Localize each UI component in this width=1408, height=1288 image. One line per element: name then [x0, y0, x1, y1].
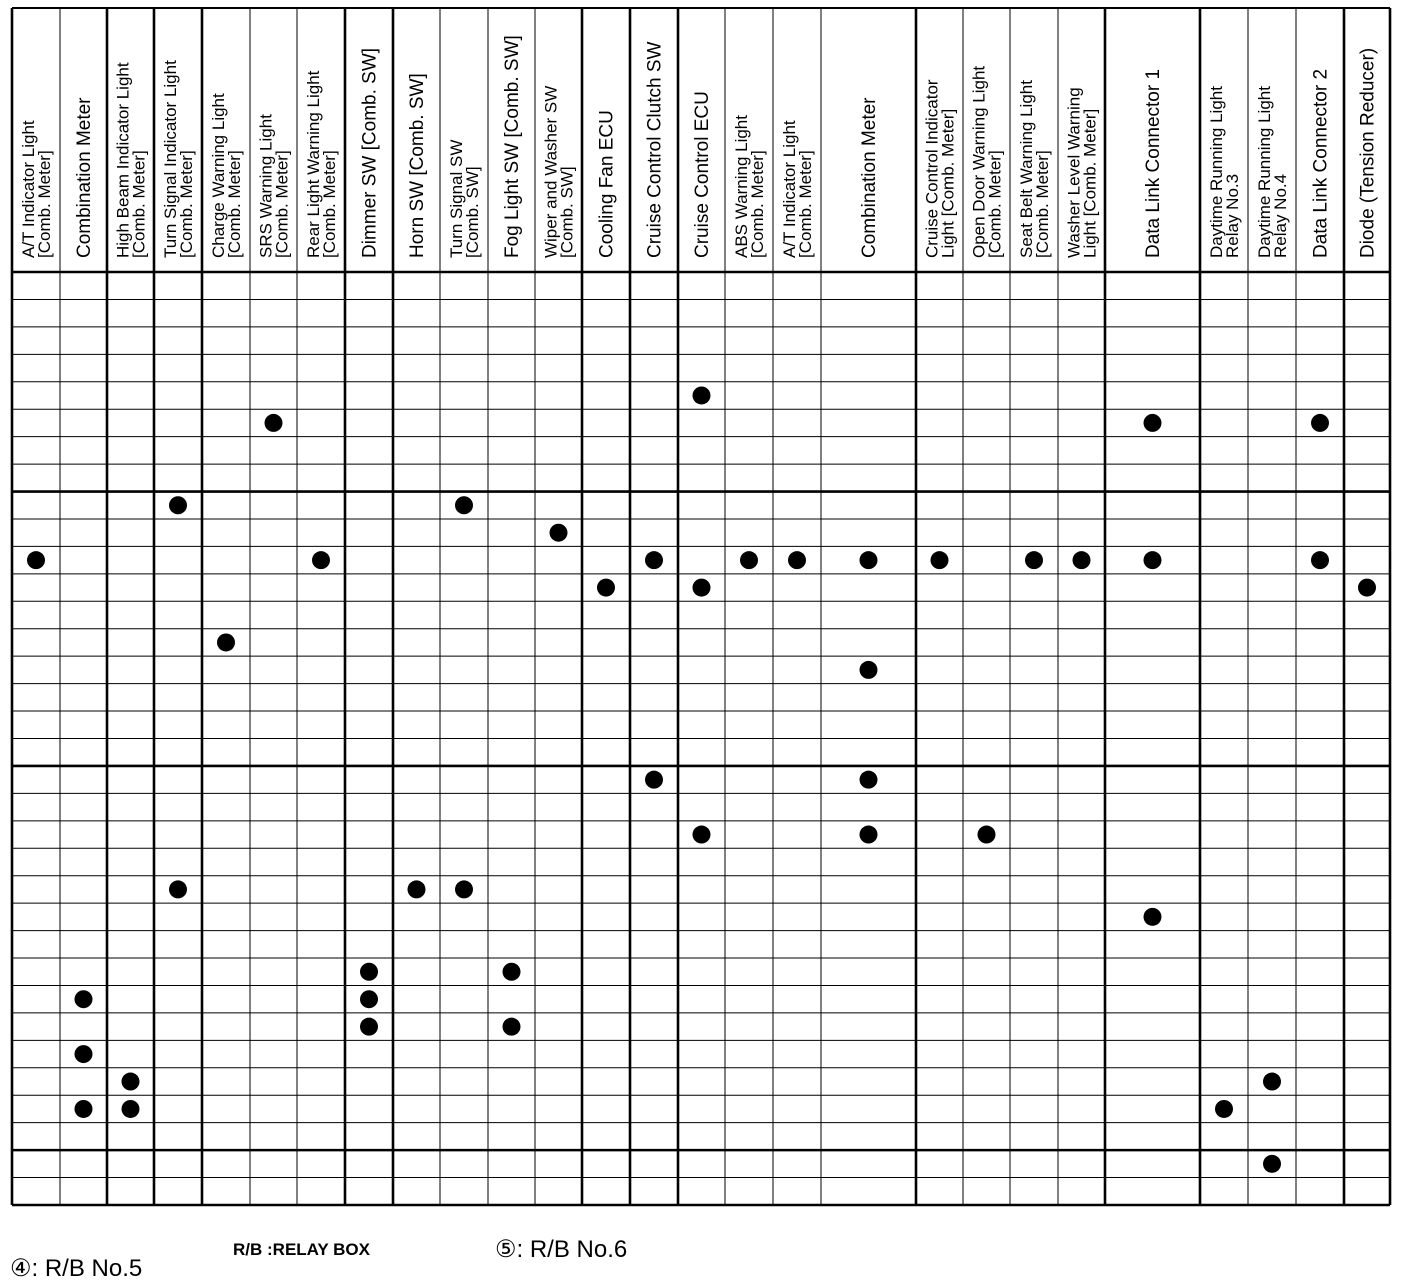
connection-dot-row27-col11	[503, 1018, 521, 1036]
connection-dot-row23-col23	[1144, 908, 1162, 926]
connection-dot-row10-col23	[1144, 551, 1162, 569]
column-header-c14-line-1: Cruise Control Clutch SW	[644, 41, 666, 258]
column-header-c20-line-1: Open Door Warning Light	[969, 65, 989, 258]
column-header-c4-line-1: Turn Signal Indicator Light	[160, 60, 180, 258]
connection-dot-row4-col15	[693, 386, 711, 404]
legend-rb-no5: ④: R/B No.5	[10, 1255, 143, 1282]
connection-dot-row20-col18	[860, 826, 878, 844]
column-header-c22-line-2: Light [Comb. Meter]	[1080, 108, 1100, 258]
connection-dot-row10-col21	[1025, 551, 1043, 569]
connection-dot-row20-col20	[978, 826, 996, 844]
connection-dot-row11-col15	[693, 579, 711, 597]
connection-dot-row9-col12	[550, 524, 568, 542]
column-header-c25-line-2: Relay No.4	[1270, 173, 1290, 258]
connection-dot-row18-col14	[645, 771, 663, 789]
column-header-c5-line-1: Charge Warning Light	[208, 93, 228, 258]
connection-dot-row18-col18	[860, 771, 878, 789]
column-header-c3-line-2: [Comb. Meter]	[129, 150, 149, 258]
column-header-c1-line-2: [Comb. Meter]	[34, 150, 54, 258]
connection-dot-row27-col8	[360, 1018, 378, 1036]
connection-dot-row30-col2	[75, 1100, 93, 1118]
column-header-c9-line-1: Horn SW [Comb. SW]	[407, 73, 429, 258]
connection-dot-row22-col10	[455, 880, 473, 898]
column-header-c23-line-1: Data Link Connector 1	[1143, 68, 1165, 258]
connection-dot-row5-col23	[1144, 414, 1162, 432]
column-header-c21-line-2: [Comb. Meter]	[1032, 150, 1052, 258]
column-header-c24-line-1: Daytime Running Light	[1206, 86, 1226, 258]
connection-dot-row30-col3	[122, 1100, 140, 1118]
column-header-c24-line-2: Relay No.3	[1222, 173, 1242, 258]
connection-dot-row20-col15	[693, 826, 711, 844]
connection-dots	[27, 386, 1376, 1172]
column-header-c18-line-1: Combination Meter	[859, 97, 881, 258]
column-header-c21-line-1: Seat Belt Warning Light	[1016, 80, 1036, 258]
column-header-c4-line-2: [Comb. Meter]	[176, 150, 196, 258]
column-header-c11-line-1: Fog Light SW [Comb. SW]	[502, 35, 524, 258]
column-header-c22-line-1: Washer Level Warning	[1064, 87, 1084, 258]
column-header-c16-line-2: [Comb. Meter]	[747, 150, 767, 258]
column-header-c10-line-2: [Comb. SW]	[462, 166, 482, 258]
column-header-c25-line-1: Daytime Running Light	[1254, 86, 1274, 258]
connection-dot-row32-col25	[1263, 1155, 1281, 1173]
connection-dot-row10-col7	[312, 551, 330, 569]
column-header-c17-line-2: [Comb. Meter]	[795, 150, 815, 258]
column-header-c12-line-2: [Comb. SW]	[557, 166, 577, 258]
connection-dot-row29-col25	[1263, 1073, 1281, 1091]
connection-dot-row25-col11	[503, 963, 521, 981]
connection-dot-row11-col27	[1358, 579, 1376, 597]
connection-dot-row11-col13	[597, 579, 615, 597]
connection-dot-row10-col16	[740, 551, 758, 569]
column-header-c20-line-2: [Comb. Meter]	[985, 150, 1005, 258]
connection-dot-row22-col4	[169, 880, 187, 898]
connection-dot-row25-col8	[360, 963, 378, 981]
connection-dot-row13-col5	[217, 633, 235, 651]
column-header-c27-line-1: Diode (Tension Reducer)	[1357, 47, 1379, 258]
column-header-c12-line-1: Wiper and Washer SW	[541, 85, 561, 258]
connection-dot-row30-col24	[1215, 1100, 1233, 1118]
connection-dot-row28-col2	[75, 1045, 93, 1063]
column-headers	[19, 35, 1379, 258]
connection-dot-row8-col4	[169, 496, 187, 514]
column-header-c13-line-1: Cooling Fan ECU	[596, 110, 618, 258]
connection-dot-row10-col14	[645, 551, 663, 569]
column-header-c8-line-1: Dimmer SW [Comb. SW]	[359, 47, 381, 258]
connection-dot-row14-col18	[860, 661, 878, 679]
connection-dot-row29-col3	[122, 1073, 140, 1091]
column-header-c5-line-2: [Comb. Meter]	[224, 150, 244, 258]
connection-dot-row22-col9	[408, 880, 426, 898]
column-header-c16-line-1: ABS Warning Light	[731, 115, 751, 258]
column-header-c6-line-2: [Comb. Meter]	[272, 150, 292, 258]
connection-dot-row8-col10	[455, 496, 473, 514]
column-header-c19-line-1: Cruise Control Indicator	[922, 79, 942, 258]
connection-dot-row5-col26	[1311, 414, 1329, 432]
column-header-c7-line-2: [Comb. Meter]	[319, 150, 339, 258]
connection-dot-row10-col17	[788, 551, 806, 569]
connection-dot-row10-col1	[27, 551, 45, 569]
connection-dot-row26-col8	[360, 990, 378, 1008]
legend-relay-box: R/B :RELAY BOX	[233, 1240, 370, 1259]
column-header-c15-line-1: Cruise Control ECU	[692, 91, 714, 258]
column-header-c17-line-1: A/T Indicator Light	[779, 120, 799, 258]
connection-dot-row26-col2	[75, 990, 93, 1008]
connection-dot-row10-col26	[1311, 551, 1329, 569]
column-header-c1-line-1: A/T Indicator Light	[18, 120, 38, 258]
column-header-c6-line-1: SRS Warning Light	[256, 114, 276, 258]
column-header-c2-line-1: Combination Meter	[74, 97, 96, 259]
column-header-c3-line-1: High Beam Indicator Light	[113, 62, 133, 258]
connection-dot-row10-col22	[1073, 551, 1091, 569]
column-header-c10-line-1: Turn Signal SW	[446, 139, 466, 258]
legend-rb-no6: ⑤: R/B No.6	[495, 1236, 628, 1263]
connection-dot-row10-col18	[860, 551, 878, 569]
column-header-c26-line-1: Data Link Connector 2	[1310, 68, 1332, 258]
connection-dot-row5-col6	[265, 414, 283, 432]
connection-dot-row10-col19	[931, 551, 949, 569]
column-header-c7-line-1: Rear Light Warning Light	[303, 70, 323, 258]
column-header-c19-line-2: Light [Comb. Meter]	[938, 108, 958, 258]
